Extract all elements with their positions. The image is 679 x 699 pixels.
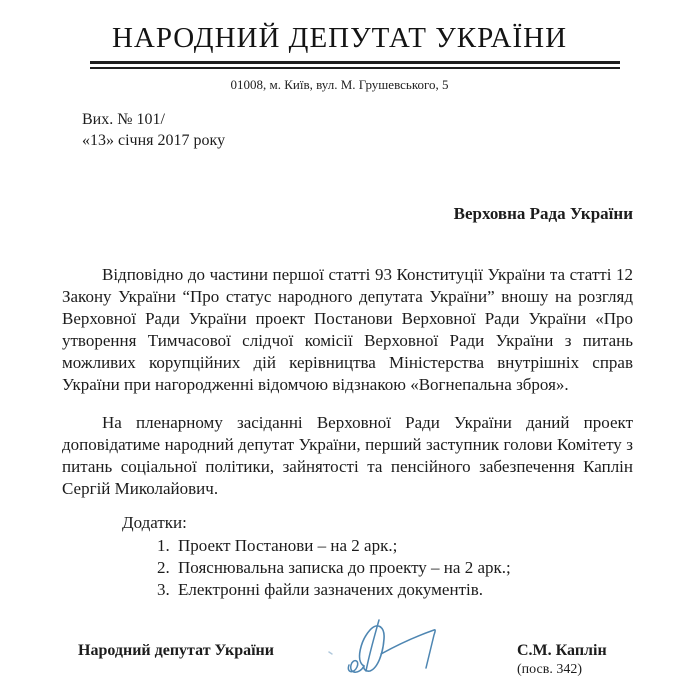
signer-name: С.М. Каплін	[517, 642, 607, 659]
reference-block	[82, 109, 225, 151]
signature-stroke	[381, 630, 435, 668]
attachments-label: Додатки:	[122, 513, 187, 532]
attachments-section	[122, 512, 511, 601]
letterhead-divider	[90, 61, 620, 69]
attachments-list	[122, 535, 511, 601]
signer-position-label: Народний депутат України	[78, 642, 274, 659]
letter-body	[62, 264, 633, 516]
signature-stroke	[348, 661, 364, 673]
letter-date: «13» січня 2017 року	[82, 132, 226, 149]
signature-stroke	[329, 652, 332, 654]
attachment-item: 3. Електронні файли зазначених документів.	[174, 579, 511, 601]
attachment-item: 1. Проект Постанови – на 2 арк.;	[174, 535, 511, 557]
outgoing-number: Вих. № 101/	[82, 111, 165, 128]
body-paragraph-2: На пленарному засіданні Верховної Ради України даний проект доповідатиме народний депутат України, перший заступник голови Комітету з питань соціальної політики, зайнятості та пенсійного забезпечення Каплін Сергій Миколайович.	[62, 413, 633, 498]
signer-credential: (посв. 342)	[517, 662, 582, 677]
addressee: Верховна Рада України	[453, 204, 633, 223]
letterhead-address: 01008, м. Київ, вул. М. Грушевського, 5	[230, 77, 449, 92]
letterhead-title: НАРОДНИЙ ДЕПУТАТ УКРАЇНИ	[111, 22, 568, 54]
handwritten-signature-ink	[318, 614, 488, 690]
attachment-item: 2. Пояснювальна записка до проекту – на 2 арк.;	[174, 557, 511, 579]
body-paragraph-1: Відповідно до частини першої статті 93 Конституції України та статті 12 Закону України “Про статус народного депутата України” вношу на розгляд Верховної Ради України проект Постанови Верховної Ради України «Про утворення Тимчасової слідчої комісії Верховної Ради України з питань можливих корупційних дій керівництва Міністерства внутрішніх справ України при нагородженні відомчою відзнакою «Вогнепальна зброя».	[62, 265, 633, 394]
